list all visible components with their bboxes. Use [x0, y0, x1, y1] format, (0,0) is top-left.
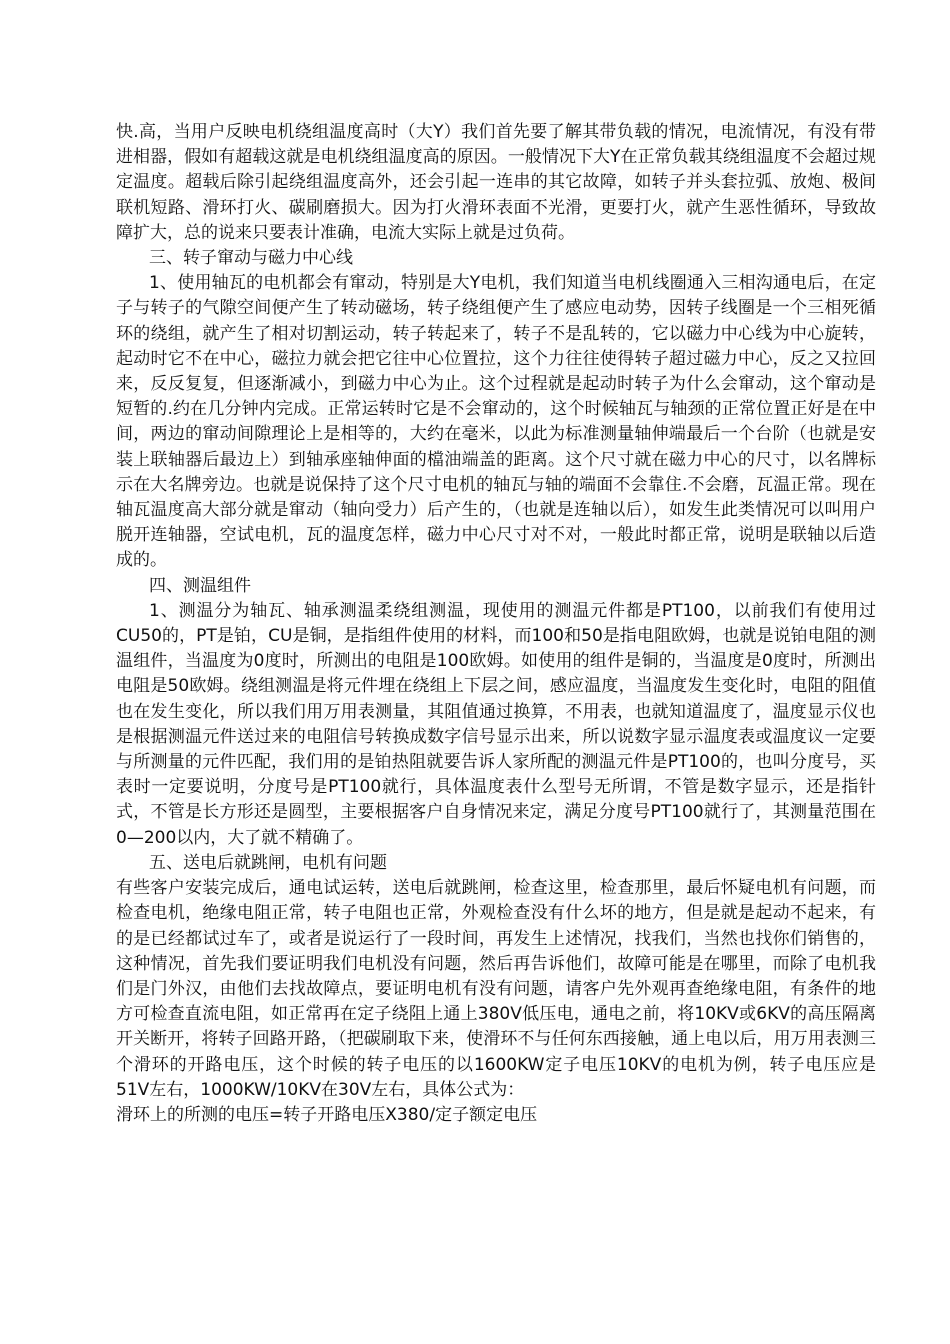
section-heading-5: 五、送电后就跳闸，电机有问题 — [149, 852, 387, 873]
paragraph-rotor-axial-movement: 1、使用轴瓦的电机都会有窜动，特别是大Y电机，我们知道当电机线圈通入三相沟通电后，在定子与转子的气隙空间便产生了转动磁场，转子绕组便产生了感应电动势，因转子线圈是一个三相死循环的绕组，就产生了相对切割运动，转子转起来了，转子不是乱转的，它以磁力中心线为中心旋转，起动时它不在中心，磁拉力就会把它往中心位置拉，这个力往往使得转子超过磁力中心，反之又拉回来，反反复复，但逐渐减小，到磁力中心为止。这个过程就是起动时转子为什么会窜动，这个窜动是短暂的.约在几分钟内完成。正常运转时它是不会窜动的，这个时候轴瓦与轴颈的正常位置正好是在中间，两边的窜动间隙理论上是相等的，大约在毫米，以此为标准测量轴伸端最后一个台阶（也就是安装上联轴器后最边上）到轴承座轴伸面的檔油端盖的距离。这个尺寸就在磁力中心的尺寸，以名牌标示在大名牌旁边。也就是说保持了这个尺寸电机的轴瓦与轴的端面不会靠住.不会磨，瓦温正常。现在轴瓦温度高大部分就是窜动（轴向受力）后产生的，（也就是连轴以后），如发生此类情况可以叫用户脱开连轴器，空试电机，瓦的温度怎样，磁力中心尺寸对不对，一般此时都正常，说明是联轴以后造成的。 — [116, 273, 876, 571]
section-heading-3: 三、转子窜动与磁力中心线 — [149, 248, 353, 269]
paragraph-intro: 快.高，当用户反映电机绕组温度高时（大Y）我们首先要了解其带负载的情况，电流情况，有没有带进相器，假如有超载这就是电机绕组温度高的原因。一般情况下大Y在正常负载其绕组温度不会超过规定温度。超载后除引起绕组温度高外，还会引起一连串的其它故障，如转子并头套拉弧、放炮、极间联机短路、滑环打火、碳刷磨损大。因为打火滑环表面不光滑，更要打火，就产生恶性循环，导致故障扩大，总的说来只要表计准确，电流大实际上就是过负荷。 — [116, 122, 876, 243]
formula-line: 滑环上的所测的电压=转子开路电压X380/定子额定电压 — [116, 1104, 538, 1125]
paragraph-trip-after-power-on: 有些客户安装完成后，通电试运转，送电后就跳闸，检查这里，检查那里，最后怀疑电机有问题，而检查电机，绝缘电阻正常，转子电阻也正常，外观检查没有什么坏的地方，但是就是起动不起来，有的是已经都试过车了，或者是说运行了一段时间，再发生上述情况，找我们，当然也找你们销售的，这种情况，首先我们要证明我们电机没有问题，然后再告诉他们，故障可能是在哪里，而除了电机我们是门外汉，由他们去找故障点，要证明电机有没有问题，请客户先外观再查绝缘电阻，有条件的地方可检查直流电阻，如正常再在定子绕阻上通上380V低压电，通电之前，将10KV或6KV的高压隔离开关断开，将转子回路开路，（把碳刷取下来，使滑环不与任何东西接触，通上电以后，用万用表测三个滑环的开路电压，这个时候的转子电压的以1600KW定子电压10KV的电机为例，转子电压应是51V左右，1000KW/10KV在30V左右，具体公式为： — [116, 878, 876, 1100]
paragraph-temperature-sensor: 1、测温分为轴瓦、轴承测温柔绕组测温，现使用的测温元件都是PT100，以前我们有使用过CU50的，PT是铂，CU是铜，是指组件使用的材料，而100和50是指电阻欧姆，也就是说铂电阻的测温组件，当温度为0度时，所测出的电阻是100欧姆。如使用的组件是铜的，当温度是0度时，所测出电阻是50欧姆。绕组测温是将元件埋在绕组上下层之间，感应温度，当温度发生变化时，电阻的阻值也在发生变化，所以我们用万用表测量，其阻值通过换算，不用表，也就知道温度了，温度显示仪也是根据测温元件送过来的电阻信号转换成数字信号显示出来，所以说数字显示温度表或温度议一定要与所测量的元件匹配，我们用的是铂热阻就要告诉人家所配的测温元件是PT100的，也叫分度号，买表时一定要说明，分度号是PT100就行，具体温度表什么型号无所谓，不管是数字显示，还是指针式，不管是长方形还是圆型，主要根据客户自身情况来定，满足分度号PT100就行了，其测量范围在0—200以内，大了就不精确了。 — [116, 600, 876, 848]
document-page — [116, 120, 876, 1128]
section-heading-4: 四、测温组件 — [149, 575, 251, 596]
